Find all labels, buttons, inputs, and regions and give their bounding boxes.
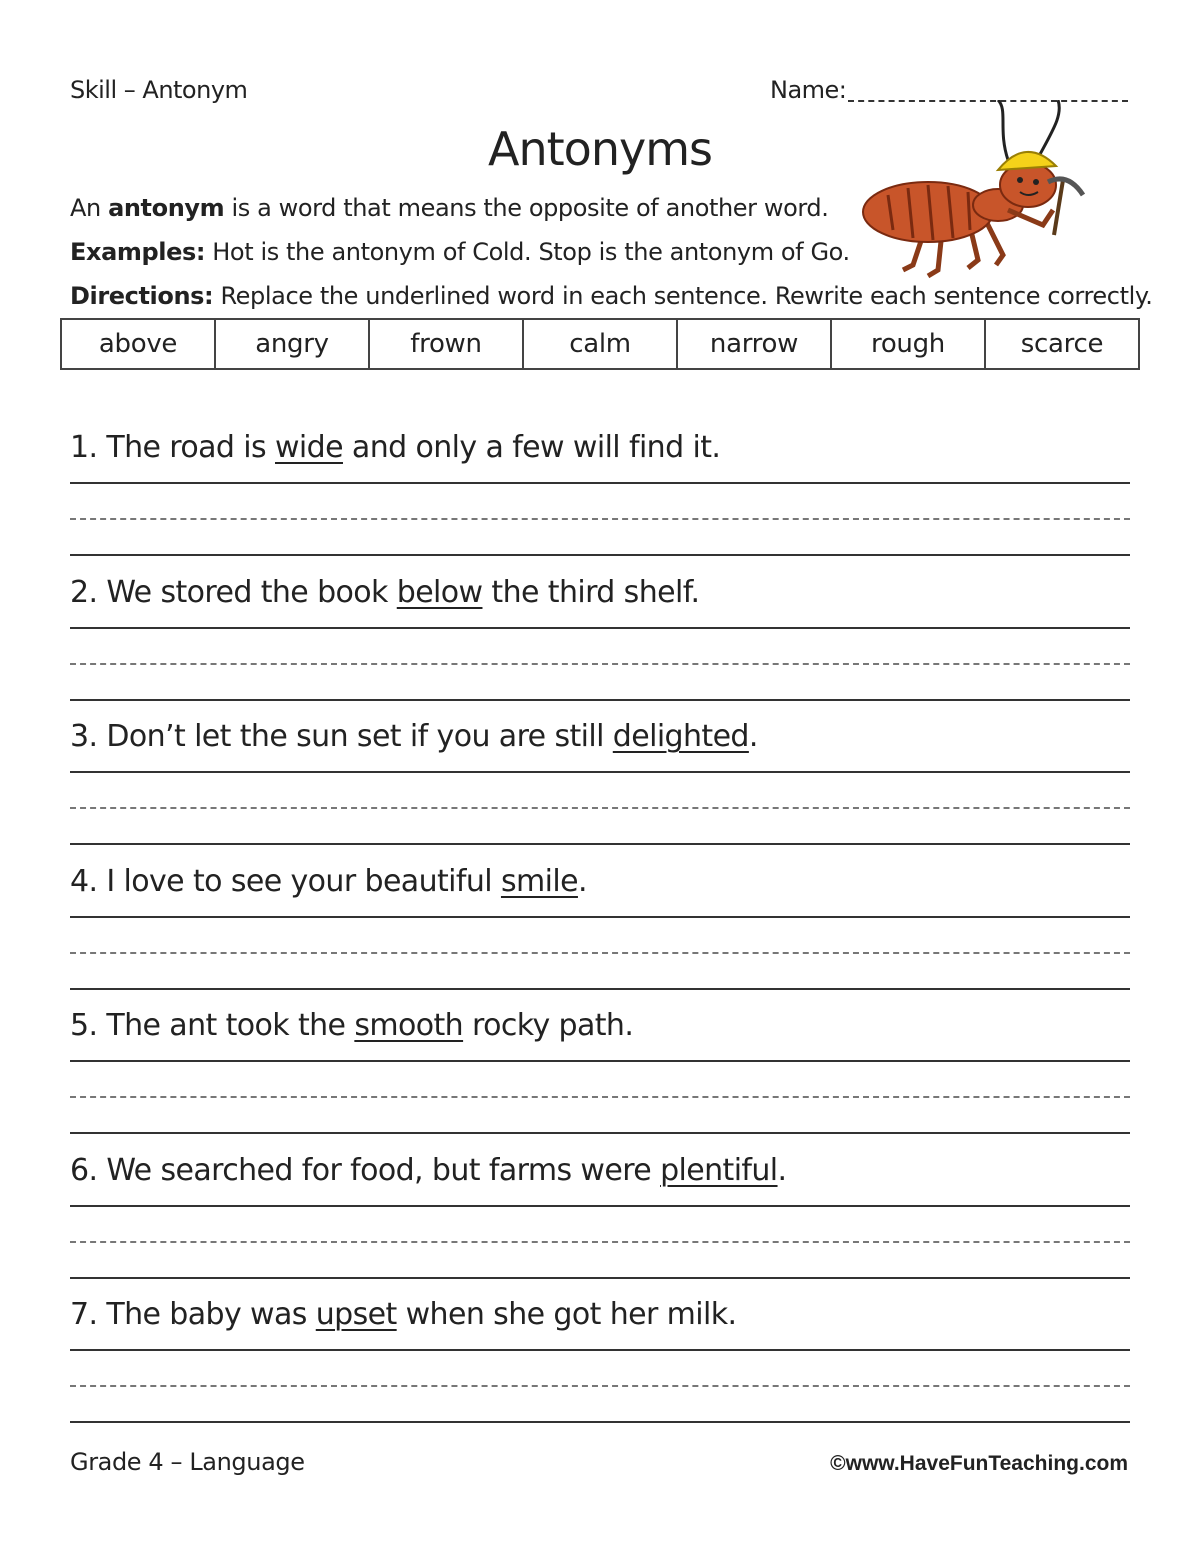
underlined-word: smile (500, 864, 578, 899)
writing-line-mid (70, 518, 1130, 520)
word-bank-cell: calm (524, 320, 678, 368)
definition-line: An antonym is a word that means the opposite of another word. (70, 194, 829, 222)
question-2 (70, 575, 1130, 720)
underlined-word: smooth (354, 1008, 464, 1043)
writing-line-top (70, 627, 1130, 629)
writing-line-mid (70, 1385, 1130, 1387)
skill-label: Skill – Antonym (70, 76, 248, 104)
question-text: 6. We searched for food, but farms were plentiful. (70, 1153, 787, 1188)
writing-line-bottom[interactable] (70, 988, 1130, 990)
page-title: Antonyms (488, 122, 712, 176)
writing-line-top (70, 771, 1130, 773)
footer-grade: Grade 4 – Language (70, 1448, 305, 1476)
question-6 (70, 1153, 1130, 1298)
underlined-word: upset (315, 1297, 397, 1332)
question-1 (70, 430, 1130, 575)
underlined-word: delighted (612, 719, 749, 754)
writing-line-mid (70, 952, 1130, 954)
writing-line-bottom[interactable] (70, 843, 1130, 845)
writing-line-top (70, 1060, 1130, 1062)
directions-line: Directions: Replace the underlined word in each sentence. Rewrite each sentence correctly. (70, 282, 1153, 310)
question-4 (70, 864, 1130, 1009)
question-3 (70, 719, 1130, 864)
underlined-word: plentiful (660, 1153, 778, 1188)
writing-line-bottom[interactable] (70, 1132, 1130, 1134)
word-bank-cell: angry (216, 320, 370, 368)
ant-worker-icon (858, 100, 1098, 290)
question-text: 1. The road is wide and only a few will find it. (70, 430, 721, 465)
writing-line-top (70, 916, 1130, 918)
writing-line-top (70, 482, 1130, 484)
writing-line-mid (70, 1096, 1130, 1098)
footer-copyright-link[interactable]: ©www.HaveFunTeaching.com (830, 1452, 1128, 1475)
writing-line-bottom[interactable] (70, 1277, 1130, 1279)
writing-line-mid (70, 807, 1130, 809)
underlined-word: below (396, 575, 483, 610)
writing-line-bottom[interactable] (70, 1421, 1130, 1423)
word-bank-cell: narrow (678, 320, 832, 368)
word-bank-cell: scarce (1020, 329, 1104, 359)
word-bank (60, 318, 1140, 370)
underlined-word: wide (275, 430, 343, 465)
word-bank-cell: rough (832, 320, 986, 368)
name-label: Name: (770, 76, 847, 104)
writing-line-top (70, 1205, 1130, 1207)
writing-line-mid (70, 663, 1130, 665)
question-text: 7. The baby was upset when she got her milk. (70, 1297, 737, 1332)
writing-line-top (70, 1349, 1130, 1351)
writing-line-bottom[interactable] (70, 699, 1130, 701)
word-bank-cell: frown (370, 320, 524, 368)
question-7 (70, 1297, 1130, 1442)
question-5 (70, 1008, 1130, 1153)
question-text: 4. I love to see your beautiful smile. (70, 864, 587, 899)
word-bank-cell: above (62, 320, 216, 368)
question-text: 5. The ant took the smooth rocky path. (70, 1008, 634, 1043)
examples-line: Examples: Hot is the antonym of Cold. Stop is the antonym of Go. (70, 238, 850, 266)
question-text: 2. We stored the book below the third shelf. (70, 575, 700, 610)
writing-line-mid (70, 1241, 1130, 1243)
writing-line-bottom[interactable] (70, 554, 1130, 556)
question-text: 3. Don’t let the sun set if you are still delighted. (70, 719, 758, 754)
